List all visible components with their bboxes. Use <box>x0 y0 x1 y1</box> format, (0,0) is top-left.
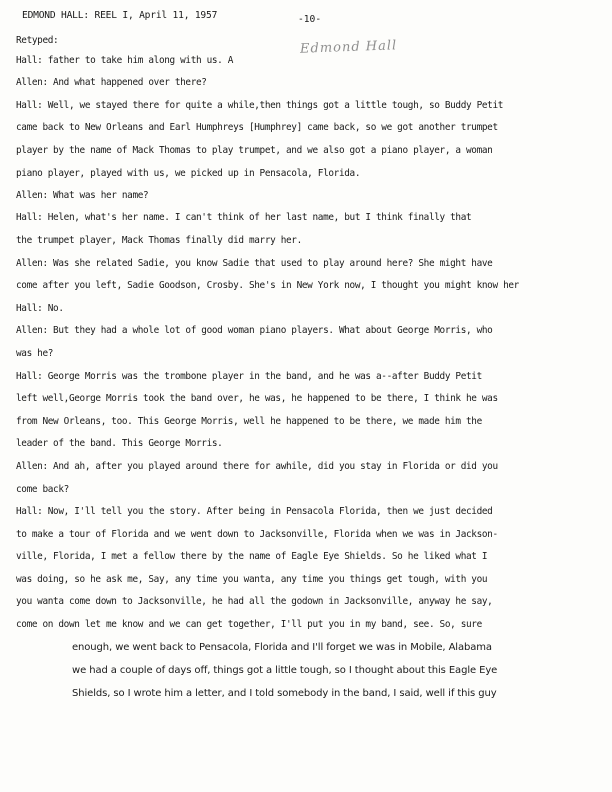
transcript-line: ville, Florida, I met a fellow there by the name of Eagle Eye Shields. So he liked what I <box>16 551 488 562</box>
transcript-line: Hall: Well, we stayed there for quite a while,then things got a little tough, so Buddy Petit <box>16 100 504 111</box>
transcript-line: come back? <box>16 484 69 495</box>
transcript-line: from New Orleans, too. This George Morris, well he happened to be there, we made him the <box>16 416 482 427</box>
transcript-line: come on down let me know and we can get together, I'll put you in my band, see. So, sure <box>16 619 482 630</box>
transcript-line: came back to New Orleans and Earl Humphreys [Humphrey] came back, so we got another trumpet <box>16 122 498 133</box>
transcript-line-indented: we had a couple of days off, things got a little tough, so I thought about this Eagle Eye <box>72 665 498 676</box>
transcript-line: to make a tour of Florida and we went down to Jacksonville, Florida when we was in Jackson- <box>16 529 498 540</box>
transcript-line: leader of the band. This George Morris. <box>16 438 223 449</box>
handwritten-annotation: Edmond Hall <box>299 38 398 57</box>
page-header: EDMOND HALL: REEL I, April 11, 1957 <box>22 10 218 21</box>
transcript-line: Retyped: <box>16 35 59 46</box>
transcript-line: Allen: And what happened over there? <box>16 77 207 88</box>
transcript-line: Hall: George Morris was the trombone player in the band, and he was a--after Buddy Petit <box>16 371 482 382</box>
transcript-line: Hall: Helen, what's her name. I can't think of her last name, but I think finally that <box>16 212 472 223</box>
transcript-line: Hall: father to take him along with us. A <box>16 55 234 66</box>
transcript-line: player by the name of Mack Thomas to play trumpet, and we also got a piano player, a woman <box>16 145 493 156</box>
transcript-line: you wanta come down to Jacksonville, he had all the godown in Jacksonville, anyway he say, <box>16 596 493 607</box>
page-number: -10- <box>298 14 322 25</box>
transcript-line: Allen: But they had a whole lot of good woman piano players. What about George Morris, who <box>16 325 493 336</box>
transcript-line: Allen: Was she related Sadie, you know Sadie that used to play around here? She might have <box>16 258 493 269</box>
transcript-line: left well,George Morris took the band over, he was, he happened to be there, I think he was <box>16 393 498 404</box>
transcript-line: come after you left, Sadie Goodson, Crosby. She's in New York now, I thought you might know her <box>16 280 519 291</box>
transcript-line: Allen: And ah, after you played around there for awhile, did you stay in Florida or did you <box>16 461 498 472</box>
transcript-line-indented: enough, we went back to Pensacola, Florida and I'll forget we was in Mobile, Alabama <box>72 642 492 653</box>
transcript-line: Hall: No. <box>16 303 64 314</box>
transcript-line: piano player, played with us, we picked up in Pensacola, Florida. <box>16 168 361 179</box>
transcript-line: Allen: What was her name? <box>16 190 149 201</box>
transcript-line: was he? <box>16 348 54 359</box>
transcript-line: was doing, so he ask me, Say, any time you wanta, any time you things get tough, with you <box>16 574 488 585</box>
transcript-line: Hall: Now, I'll tell you the story. After being in Pensacola Florida, then we just decided <box>16 506 493 517</box>
transcript-line: the trumpet player, Mack Thomas finally did marry her. <box>16 235 302 246</box>
transcript-line-indented: Shields, so I wrote him a letter, and I told somebody in the band, I said, well if this guy <box>72 688 497 699</box>
